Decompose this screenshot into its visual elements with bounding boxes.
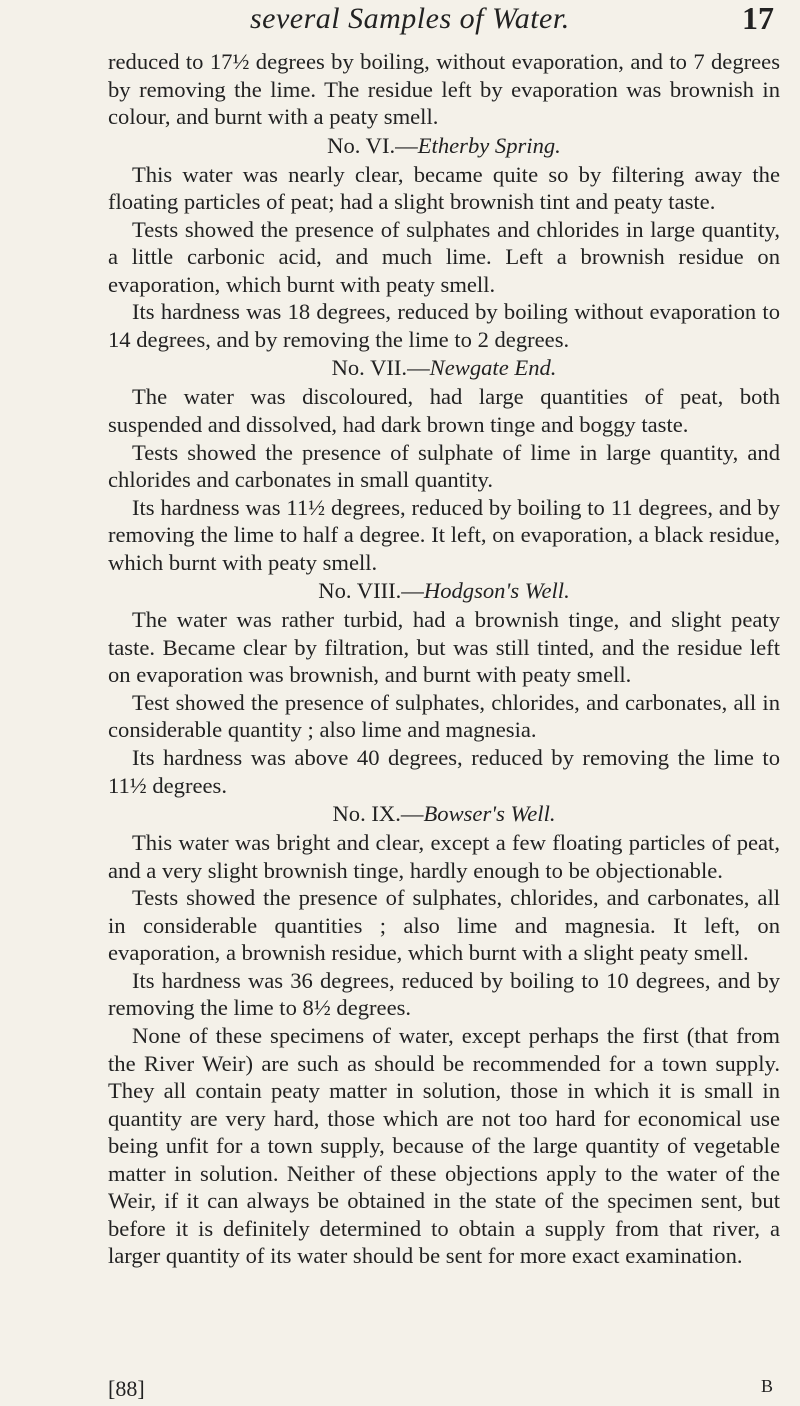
paragraph: Tests showed the presence of sulphates and chlorides in large quantity, a little carbonic acid, and much lime. Left a brownish residue on evaporation, which burnt with peaty smell. (108, 216, 780, 297)
section-number: No. VII.— (331, 355, 430, 381)
section-heading-vi (108, 131, 780, 161)
section-number: No. VIII.— (318, 578, 424, 604)
paragraph: This water was bright and clear, except a few floating particles of peat, and a very slight brownish tinge, hardly enough to be objectionable. (108, 830, 780, 883)
paragraph: reduced to 17½ degrees by boiling, without evaporation, and to 7 degrees by removing the lime. The residue left by evaporation was brownish in colour, and burnt with a peaty smell. (108, 49, 780, 130)
section-title: Hodgson's Well. (423, 578, 570, 604)
section-title: Newgate End. (429, 355, 557, 381)
page-footer (108, 1376, 773, 1404)
page-header (0, 0, 800, 40)
section-number: No. IX.— (332, 801, 424, 827)
paragraph: The water was discoloured, had large quantities of peat, both suspended and dissolved, had dark brown tinge and boggy taste. (108, 384, 780, 438)
paragraph: The water was rather turbid, had a brownish tinge, and slight peaty taste. Became clear by filtration, but was still tinted, and the residue left on evaporation was brownish, and burnt with peaty smell. (108, 607, 780, 688)
paragraph: Its hardness was 18 degrees, reduced by boiling without evaporation to 14 degrees, and by removing the lime to 2 degrees. (108, 299, 780, 352)
section-title: Etherby Spring. (417, 132, 561, 158)
section-number: No. VI.— (327, 132, 418, 158)
section-heading-viii (108, 576, 780, 606)
signature-mark: B (760, 1376, 773, 1396)
paragraph: Tests showed the presence of sulphates, chlorides, and carbonates, all in considerable quantities ; also lime and magnesia. It left, on evaporation, a brownish residue, which burnt with a slight peaty smell. (108, 885, 780, 966)
paragraph: Its hardness was 36 degrees, reduced by boiling to 10 degrees, and by removing the lime to 8½ degrees. (108, 967, 780, 1021)
paragraph: Tests showed the presence of sulphate of lime in large quantity, and chlorides and carbonates in small quantity. (108, 439, 780, 493)
page-number: 17 (742, 0, 774, 36)
paragraph: None of these specimens of water, except perhaps the first (that from the River Weir) are such as should be recommended for a town supply. They all contain peaty matter in solution, those in which it is small in quantity are very hard, those which are not too hard for economical use being unfit for a town supply, because of the large quantity of vegetable matter in solution. Neither of these objections apply to the water of the Weir, if it can always be obtained in the state of the specimen sent, but before it is definitely determined to obtain a supply from that river, a larger quantity of its water should be sent for more exact examination. (108, 1022, 780, 1269)
paragraph: Its hardness was above 40 degrees, reduced by removing the lime to 11½ degrees. (108, 745, 780, 798)
paragraph: This water was nearly clear, became quite so by filtering away the floating particles of peat; had a slight brownish tint and peaty taste. (108, 161, 780, 215)
section-title: Bowser's Well. (423, 801, 556, 827)
section-heading-ix (108, 799, 780, 829)
paragraph: Its hardness was 11½ degrees, reduced by boiling to 11 degrees, and by removing the lime to half a degree. It left, on evaporation, a black residue, which burnt with peaty smell. (108, 494, 780, 575)
running-title: several Samples of Water. (250, 2, 570, 35)
paragraph: Test showed the presence of sulphates, chlorides, and carbonates, all in considerable quantity ; also lime and magnesia. (108, 689, 780, 743)
section-heading-vii (108, 353, 780, 383)
footer-page-ref: [88] (108, 1376, 145, 1401)
page-body (108, 48, 780, 1270)
